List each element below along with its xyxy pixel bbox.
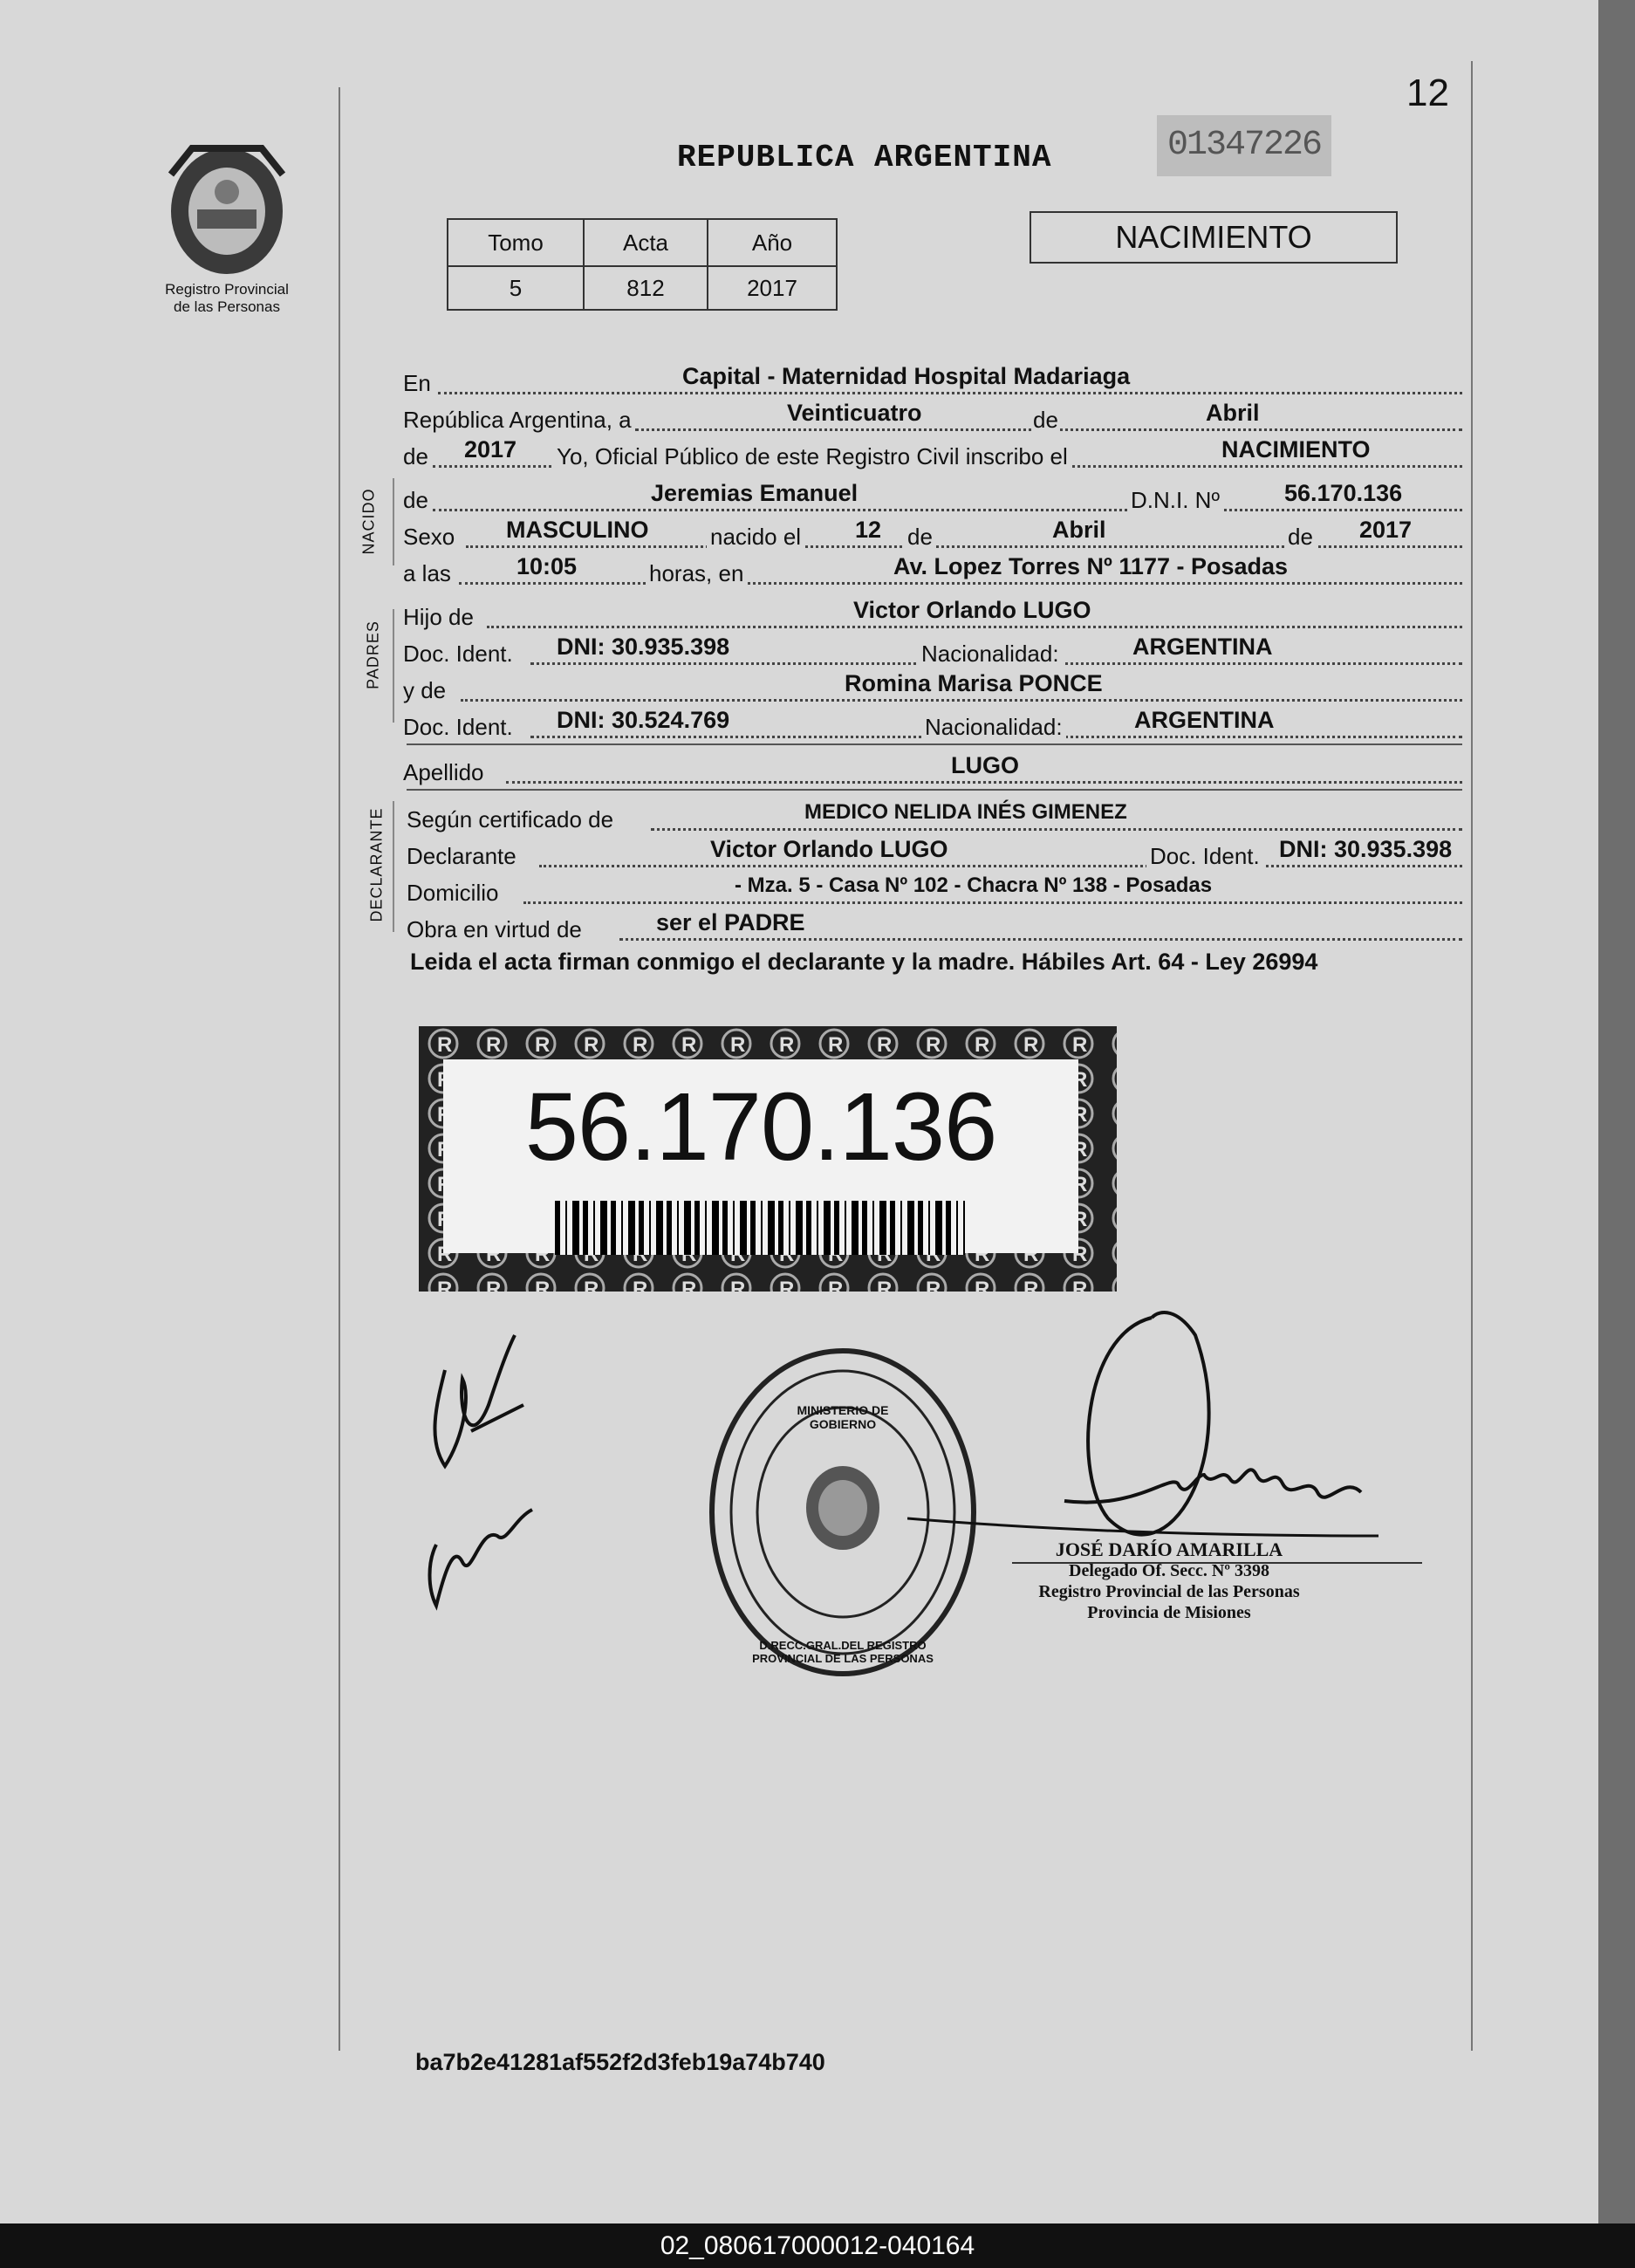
official-office: Registro Provincial de las Personas — [1038, 1582, 1300, 1601]
country-title: REPUBLICA ARGENTINA — [677, 140, 1052, 175]
value-birth-day: 12 — [855, 517, 882, 543]
value-day-words: Veinticuatro — [787, 400, 922, 426]
official-title: Delegado Of. Secc. Nº 3398 — [1069, 1561, 1269, 1580]
act-type-box: NACIMIENTO — [1030, 211, 1398, 264]
value-declarant-doc: DNI: 30.935.398 — [1279, 836, 1453, 862]
label-yo: Yo, Oficial Público de este Registro Civil inscribo el — [553, 443, 1071, 469]
stamp-outer-text: D.RECC.GRAL.DEL REGISTRO PROVINCIAL DE LAS PERSONAS — [752, 1639, 934, 1665]
declarante-bracket — [393, 801, 394, 932]
value-capacity: ser el PADRE — [656, 909, 805, 935]
acta-value: 812 — [584, 266, 708, 310]
barcode — [555, 1201, 965, 1255]
value-mother-doc: DNI: 30.524.769 — [557, 707, 730, 733]
label-a-las: a las — [403, 560, 451, 586]
dni-sticker — [419, 1026, 1117, 1292]
acta-header: Acta — [584, 219, 708, 266]
value-month: Abril — [1206, 400, 1260, 426]
ano-header: Año — [708, 219, 837, 266]
row-address — [403, 867, 1462, 906]
dni-label-face — [443, 1059, 1078, 1253]
label-en: En — [403, 370, 431, 396]
value-mother-name: Romina Marisa PONCE — [845, 670, 1103, 696]
value-time: 10:05 — [516, 553, 578, 579]
page-edge — [1598, 0, 1635, 2223]
row-mother — [403, 665, 1462, 703]
page-number: 12 — [1406, 72, 1449, 114]
label-de-year: de — [403, 443, 428, 469]
document-hash: ba7b2e41281af552f2d3feb19a74b740 — [415, 2049, 825, 2075]
side-label-padres: PADRES — [364, 620, 382, 689]
province-logo — [140, 131, 314, 284]
label-sexo: Sexo — [403, 524, 455, 550]
value-place: Capital - Maternidad Hospital Madariaga — [682, 363, 1131, 389]
tomo-value: 5 — [448, 266, 584, 310]
value-father-doc: DNI: 30.935.398 — [557, 634, 730, 660]
padres-bracket — [393, 609, 394, 723]
row-surname — [403, 747, 1462, 785]
declarant-signatures — [410, 1300, 567, 1649]
file-footer: 02_080617000012-040164 — [0, 2223, 1635, 2268]
label-de-birthyear: de — [1284, 524, 1317, 550]
label-doc-ident-father: Doc. Ident. — [403, 641, 513, 667]
row-time — [403, 548, 1462, 586]
value-address: - Mza. 5 - Casa Nº 102 - Chacra Nº 138 - Posadas — [735, 874, 1213, 897]
value-birth-month: Abril — [1052, 517, 1106, 543]
label-horas-en: horas, en — [646, 560, 747, 586]
value-inscription: NACIMIENTO — [1221, 436, 1371, 463]
label-republica: República Argentina, a — [403, 407, 632, 433]
tomo-header: Tomo — [448, 219, 584, 266]
act-table — [447, 218, 838, 311]
ano-value: 2017 — [708, 266, 837, 310]
label-nationality-father: Nacionalidad: — [918, 641, 1063, 667]
stamp-inner-text: MINISTERIO DE GOBIERNO — [797, 1403, 889, 1431]
official-name: JOSÉ DARÍO AMARILLA — [1055, 1538, 1283, 1560]
label-obra: Obra en virtud de — [407, 916, 582, 942]
value-birth-year: 2017 — [1359, 517, 1413, 543]
official-province: Provincia de Misiones — [1087, 1603, 1251, 1622]
value-father-name: Victor Orlando LUGO — [853, 597, 1091, 623]
label-de-name: de — [403, 487, 428, 513]
registry-caption: Registro Provincial de las Personas — [165, 281, 289, 315]
label-y-de: y de — [403, 677, 447, 703]
row-father-doc — [403, 628, 1462, 667]
row-mother-doc — [403, 702, 1462, 740]
label-nacido-el: nacido el — [707, 524, 804, 550]
value-name: Jeremias Emanuel — [651, 480, 859, 506]
value-declarant: Victor Orlando LUGO — [710, 836, 948, 862]
row-date — [403, 394, 1462, 433]
label-dni: D.N.I. Nº — [1127, 487, 1223, 513]
label-de-month: de — [904, 524, 936, 550]
label-doc-ident-mother: Doc. Ident. — [403, 714, 513, 740]
divider-apellido — [407, 789, 1462, 791]
label-apellido: Apellido — [403, 759, 484, 785]
row-place — [403, 358, 1462, 396]
row-year — [403, 431, 1462, 469]
side-label-nacido: NACIDO — [359, 488, 378, 555]
official-block — [986, 1539, 1352, 1623]
nacido-bracket — [393, 478, 394, 565]
value-year: 2017 — [464, 436, 517, 463]
value-father-nationality: ARGENTINA — [1132, 634, 1273, 660]
value-surname: LUGO — [951, 752, 1019, 778]
label-hijo-de: Hijo de — [403, 604, 474, 630]
label-domicilio: Domicilio — [407, 880, 499, 906]
value-sex: MASCULINO — [506, 517, 649, 543]
serial-stamp: 01347226 — [1157, 115, 1331, 176]
side-label-declarante: DECLARANTE — [367, 807, 386, 922]
row-father — [403, 592, 1462, 630]
value-mother-nationality: ARGENTINA — [1134, 707, 1275, 733]
row-name — [403, 475, 1462, 513]
value-dni: 56.170.136 — [1284, 480, 1403, 506]
value-certificate: MEDICO NELIDA INÉS GIMENEZ — [804, 800, 1127, 824]
right-margin-line — [1471, 61, 1473, 2051]
row-capacity — [403, 904, 1462, 942]
label-de: de — [1033, 407, 1058, 433]
left-margin-line — [339, 87, 340, 2051]
official-signature — [907, 1300, 1396, 1579]
label-declarante: Declarante — [407, 843, 516, 869]
label-nationality-mother: Nacionalidad: — [921, 714, 1066, 740]
label-segun: Según certificado de — [407, 806, 614, 833]
row-declarant — [403, 831, 1462, 869]
closing-text: Leida el acta firman conmigo el declarante y la madre. Hábiles Art. 64 - Ley 26994 — [410, 949, 1318, 975]
value-birth-place: Av. Lopez Torres Nº 1177 - Posadas — [893, 553, 1289, 579]
label-doc-ident-declarant: Doc. Ident. — [1146, 843, 1263, 869]
row-certificate — [403, 794, 1462, 833]
dni-label-number: 56.170.136 — [524, 1073, 997, 1181]
row-sex — [403, 511, 1462, 550]
divider-padres — [407, 743, 1462, 745]
